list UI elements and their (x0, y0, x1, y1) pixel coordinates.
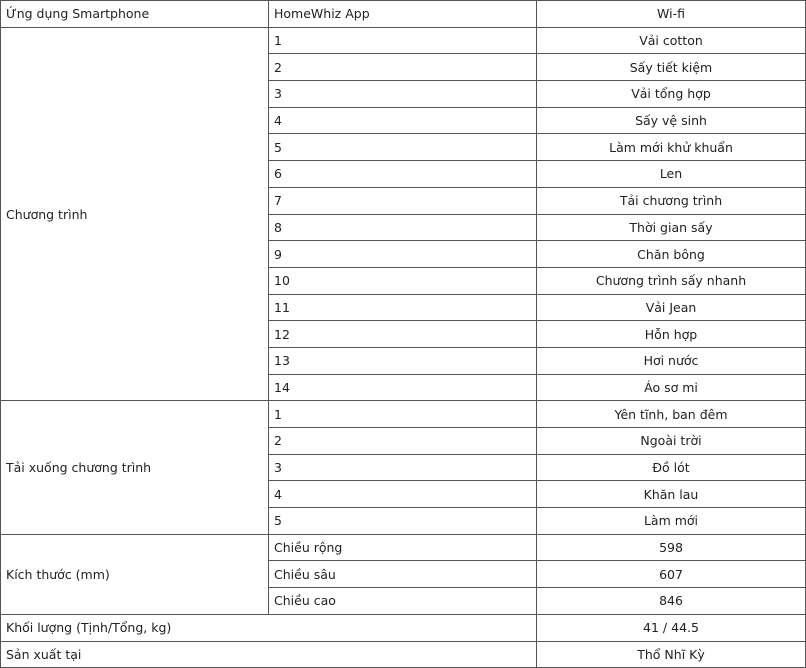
program-row-name: Vải tổng hợp (537, 81, 806, 108)
program-row-num: 5 (269, 134, 537, 161)
origin-row-label: Sản xuất tại (1, 641, 537, 668)
dimension-row-value: 598 (537, 534, 806, 561)
download-row-num: 1 (269, 401, 537, 428)
weight-row-label: Khối lượng (Tịnh/Tổng, kg) (1, 614, 537, 641)
program-row-name: Làm mới khử khuẩn (537, 134, 806, 161)
download-row-name: Ngoài trời (537, 428, 806, 455)
program-row-name: Hơi nước (537, 347, 806, 374)
program-row-num: 12 (269, 321, 537, 348)
download-row-num: 4 (269, 481, 537, 508)
program-row-num: 9 (269, 241, 537, 268)
program-row-name: Vải cotton (537, 27, 806, 54)
download-row (1, 401, 806, 428)
dimension-row (1, 534, 806, 561)
program-row (1, 27, 806, 54)
programs-section-label: Chương trình (1, 27, 269, 401)
download-row-num: 5 (269, 508, 537, 535)
smartphone-app-label: Ứng dụng Smartphone (1, 1, 269, 28)
weight-row (1, 614, 806, 641)
dimensions-section-label: Kích thước (mm) (1, 534, 269, 614)
program-row-num: 8 (269, 214, 537, 241)
dimension-row-name: Chiều cao (269, 588, 537, 615)
download-row-name: Làm mới (537, 508, 806, 535)
program-row-num: 3 (269, 81, 537, 108)
program-row-name: Tải chương trình (537, 187, 806, 214)
download-row-num: 2 (269, 428, 537, 455)
header-row (1, 1, 806, 28)
program-row-num: 1 (269, 27, 537, 54)
dimension-row-value: 846 (537, 588, 806, 615)
program-row-name: Sấy tiết kiệm (537, 54, 806, 81)
downloads-section-label: Tải xuống chương trình (1, 401, 269, 534)
wifi-label: Wi-fi (537, 1, 806, 28)
program-row-num: 6 (269, 161, 537, 188)
download-row-name: Đồ lót (537, 454, 806, 481)
program-row-name: Thời gian sấy (537, 214, 806, 241)
program-row-num: 4 (269, 107, 537, 134)
program-row-name: Hỗn hợp (537, 321, 806, 348)
program-row-num: 10 (269, 267, 537, 294)
program-row-name: Chăn bông (537, 241, 806, 268)
dimension-row-value: 607 (537, 561, 806, 588)
program-row-name: Chương trình sấy nhanh (537, 267, 806, 294)
dimension-row-name: Chiều sâu (269, 561, 537, 588)
program-row-name: Áo sơ mi (537, 374, 806, 401)
homewhiz-app-label: HomeWhiz App (269, 1, 537, 28)
download-row-name: Yên tĩnh, ban đêm (537, 401, 806, 428)
program-row-name: Vải Jean (537, 294, 806, 321)
program-row-num: 14 (269, 374, 537, 401)
weight-row-value: 41 / 44.5 (537, 614, 806, 641)
dimension-row-name: Chiều rộng (269, 534, 537, 561)
program-row-num: 7 (269, 187, 537, 214)
program-row-name: Len (537, 161, 806, 188)
program-row-num: 11 (269, 294, 537, 321)
origin-row (1, 641, 806, 668)
program-row-name: Sấy vệ sinh (537, 107, 806, 134)
download-row-name: Khăn lau (537, 481, 806, 508)
download-row-num: 3 (269, 454, 537, 481)
program-row-num: 2 (269, 54, 537, 81)
origin-row-value: Thổ Nhĩ Kỳ (537, 641, 806, 668)
program-row-num: 13 (269, 347, 537, 374)
